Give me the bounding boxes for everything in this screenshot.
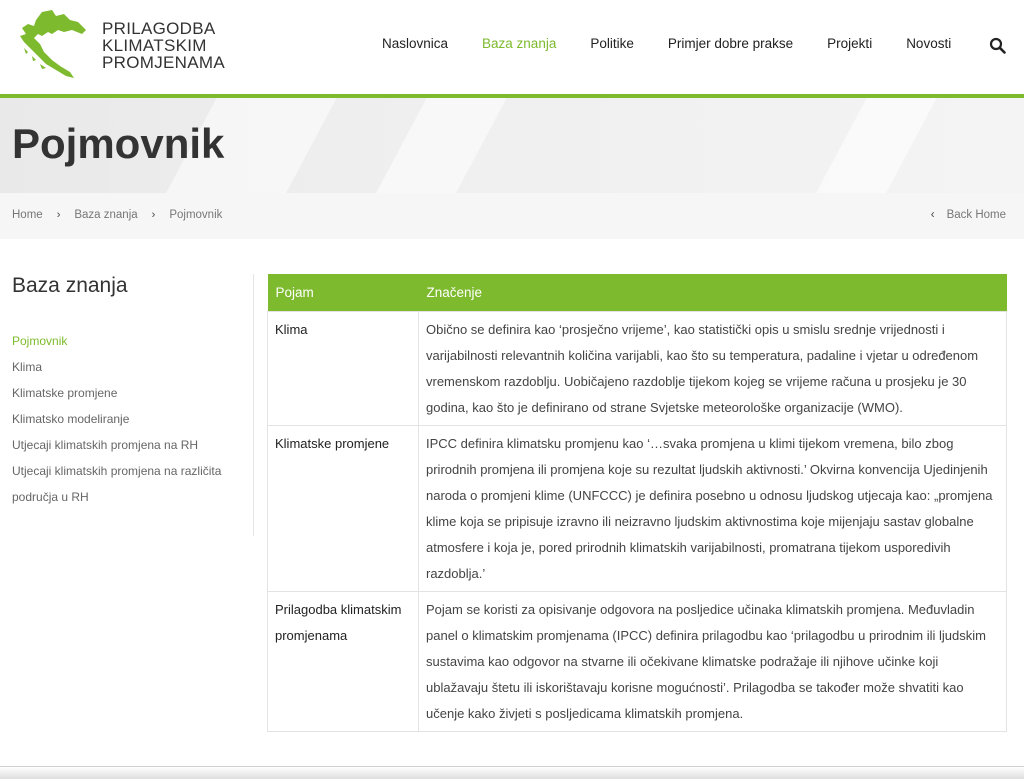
sidebar-menu <box>12 328 253 510</box>
nav-item-politike[interactable]: Politike <box>590 36 634 51</box>
sidebar-title: Baza znanja <box>12 274 128 297</box>
sidebar-item-klimatske-promjene[interactable]: Klimatske promjene <box>12 386 118 400</box>
brand-line-1: PRILAGODBA <box>102 19 216 38</box>
brand-line-2: KLIMATSKIM <box>102 36 207 55</box>
term-cell: Prilagodba klimatskim promjenama <box>268 591 419 731</box>
column-header-znacenje: Značenje <box>419 274 1007 311</box>
term-cell: Klimatske promjene <box>268 425 419 591</box>
brand-name[interactable] <box>102 20 225 71</box>
breadcrumb-home[interactable]: Home <box>12 209 43 221</box>
table-header-row <box>268 274 1007 311</box>
main-nav <box>382 36 985 51</box>
decorative-stripe <box>363 98 517 193</box>
breadcrumb-bar <box>0 193 1024 239</box>
sidebar-item-utjecaji-podrucja[interactable]: Utjecaji klimatskih promjena na različita područja u RH <box>12 464 222 504</box>
page-title: Pojmovnik <box>12 120 225 167</box>
table-row <box>268 311 1007 425</box>
nav-item-naslovnica[interactable]: Naslovnica <box>382 36 449 51</box>
chevron-left-icon: ‹ <box>930 209 935 221</box>
nav-item-baza-znanja[interactable]: Baza znanja <box>482 36 557 51</box>
brand-line-3: PROMJENAMA <box>102 53 225 72</box>
breadcrumb-current: Pojmovnik <box>169 209 223 221</box>
nav-item-primjer-dobre-prakse[interactable]: Primjer dobre prakse <box>667 36 794 51</box>
site-header <box>0 0 1024 94</box>
back-home-link[interactable] <box>931 209 1006 221</box>
sidebar <box>12 274 254 536</box>
definition-cell: Obično se definira kao ‘prosječno vrijeme’, kao statistički opis u smislu srednje vrijednosti i varijabilnosti relevantnih količina varijabli, kao što su temperatura, padaline i vjetar u određenom vremenskom razdoblju. Uobičajeno razdoblje tijekom kojeg se vrijeme računa u prosjeku je 30 godina, kao što je definirano od strane Svjetske meteorološke organizacije (WMO). <box>419 311 1007 425</box>
nav-item-projekti[interactable]: Projekti <box>827 36 873 51</box>
breadcrumb <box>12 209 222 221</box>
breadcrumb-baza-znanja[interactable]: Baza znanja <box>74 209 138 221</box>
page-title-band <box>0 98 1024 193</box>
definition-cell: Pojam se koristi za opisivanje odgovora na posljedice učinaka klimatskih promjena. Međuvladin panel o klimatskim promjenama (IPCC) definira prilagodbu kao ‘prilagodbu u prirodnim ili ljudskim sustavima kao odgovor na stvarne ili očekivane klimatske podražaje ili njihove učinke koji ublažavaju štetu ili iskorištavaju korisne mogućnosti’. Prilagodba se također može shvatiti kao učenje kako živjeti s posljedicama klimatskih promjena. <box>419 591 1007 731</box>
table-row <box>268 425 1007 591</box>
glossary-table <box>267 274 1007 732</box>
back-home-label: Back Home <box>946 209 1006 221</box>
decorative-stripe <box>803 98 947 193</box>
term-cell: Klima <box>268 311 419 425</box>
sidebar-item-klimatsko-modeliranje[interactable]: Klimatsko modeliranje <box>12 412 130 426</box>
column-header-pojam: Pojam <box>268 274 419 311</box>
sidebar-item-klima[interactable]: Klima <box>12 360 43 374</box>
definition-cell: IPCC definira klimatsku promjenu kao ‘…svaka promjena u klimi tijekom vremena, bilo zbog prirodnih promjena ili promjena koje su rezultat ljudskih aktivnosti.’ Okvirna konvencija Ujedinjenih naroda o promjeni klime (UNFCCC) je definira posebno u odnosu ljudskog utjecaja kao: „promjena klime koja se pripisuje izravno ili neizravno ljudskim aktivnostima koje mijenjaju sastav globalne atmosfere i koja je, pored prirodnih klimatskih varijabilnosti, promatrana tijekom usporedivih razdoblja.’ <box>419 425 1007 591</box>
chevron-right-icon: › <box>56 209 61 221</box>
chevron-right-icon: › <box>151 209 156 221</box>
nav-item-novosti[interactable]: Novosti <box>906 36 952 51</box>
search-icon[interactable] <box>989 37 1007 55</box>
sidebar-item-utjecaji-rh[interactable]: Utjecaji klimatskih promjena na RH <box>12 438 199 452</box>
sidebar-item-pojmovnik[interactable]: Pojmovnik <box>12 334 68 348</box>
croatia-map-logo-icon[interactable] <box>12 8 92 80</box>
window-bottom-edge <box>0 766 1024 779</box>
table-row <box>268 591 1007 731</box>
